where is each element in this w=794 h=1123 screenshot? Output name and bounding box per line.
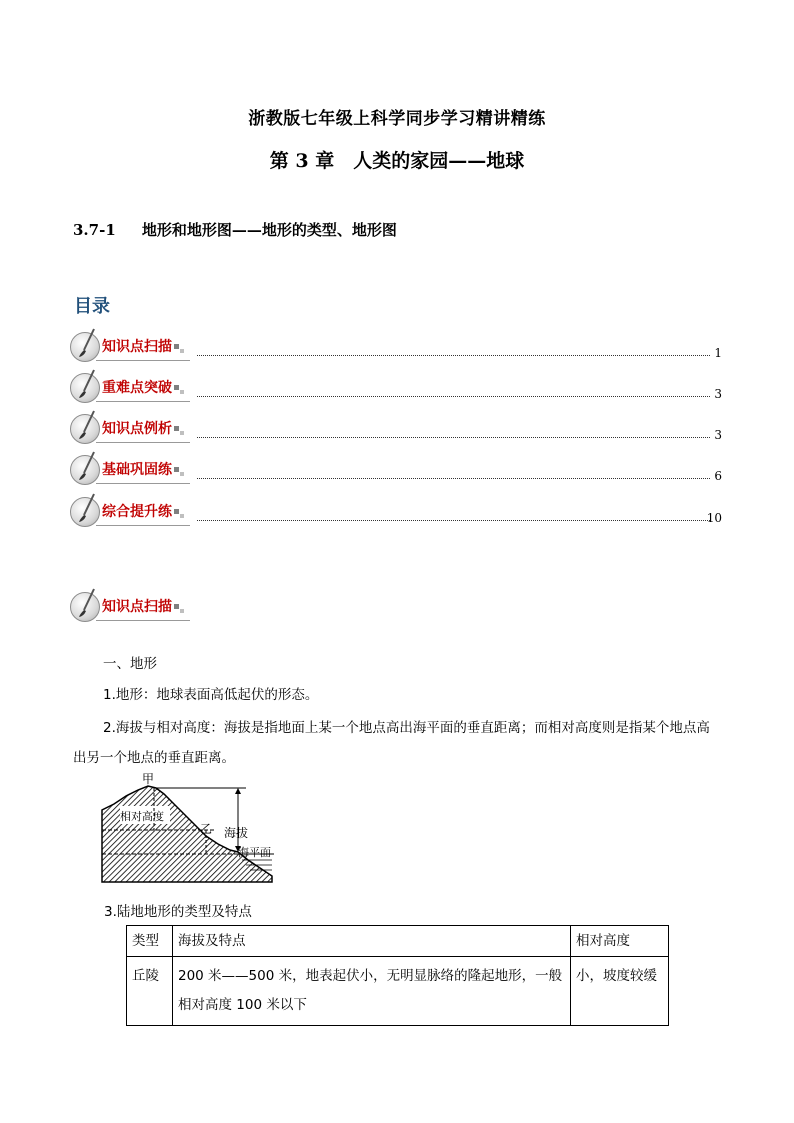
badge-underline: [96, 525, 190, 526]
deco-square: [180, 431, 184, 435]
leader-dots: [197, 437, 710, 438]
brush-badge: [70, 453, 195, 487]
toc-entry-label: 知识点例析: [102, 421, 172, 437]
chapter-title: 第 3 章 人类的家园——地球: [269, 150, 525, 172]
brush-badge: [70, 495, 195, 529]
toc-page-number: 1: [714, 346, 722, 360]
table-row: [127, 957, 669, 1026]
paragraph-altitude-line1: 2.海拔与相对高度：海拔是指地面上某一个地点高出海平面的垂直距离；而相对高度则是指某个地点高: [103, 720, 710, 736]
section-heading: [73, 219, 397, 240]
brush-icon: [76, 328, 98, 358]
deco-square: [180, 390, 184, 394]
table-header-cell: 类型: [127, 926, 173, 957]
table-cell-type: 丘陵: [127, 957, 173, 1026]
deco-square: [174, 344, 179, 349]
leader-dots: [197, 478, 710, 479]
paragraph-landform: 1.地形：地球表面高低起伏的形态。: [103, 687, 319, 703]
brush-icon: [76, 369, 98, 399]
label-altitude: 海拔: [224, 826, 249, 840]
badge-underline: [96, 401, 190, 402]
toc-entry-label: 知识点扫描: [102, 339, 172, 355]
label-relative-height: 相对高度: [120, 810, 164, 823]
table-header-row: [127, 926, 669, 957]
knowledge-section-badge: [70, 590, 200, 624]
toc-page-number: 3: [714, 387, 722, 401]
brush-badge: [70, 412, 195, 446]
brush-icon: [76, 588, 98, 618]
paragraph-altitude-line2: 出另一个地点的垂直距离。: [73, 750, 235, 766]
deco-square: [180, 472, 184, 476]
toc-entry-label: 基础巩固练: [102, 462, 172, 478]
deco-square: [180, 514, 184, 518]
leader-dots: [197, 355, 710, 356]
deco-square: [174, 604, 179, 609]
toc-entry[interactable]: [70, 330, 722, 364]
brush-badge: [70, 371, 195, 405]
toc-entry[interactable]: [70, 495, 722, 529]
label-jia: 甲: [142, 772, 155, 786]
topic-heading: 一、地形: [103, 656, 157, 672]
leader-dots: [197, 396, 710, 397]
section-number: 3.7-1: [73, 221, 116, 239]
table-cell-features: 200 米——500 米，地表起伏小，无明显脉络的隆起地形，一般相对高度 100 米以下: [173, 957, 571, 1026]
deco-square: [180, 349, 184, 353]
badge-underline: [96, 620, 190, 621]
deco-square: [174, 467, 179, 472]
table-cell-relative: 小，坡度较缓: [571, 957, 669, 1026]
section-title: 地形和地形图——地形的类型、地形图: [141, 221, 397, 239]
brush-icon: [76, 410, 98, 440]
label-sea-level: 海平面: [238, 846, 271, 859]
toc-entry-label: 重难点突破: [102, 380, 172, 396]
landform-table: [126, 925, 669, 1026]
table-header-cell: 海拔及特点: [173, 926, 571, 957]
badge-underline: [96, 483, 190, 484]
table-header-cell: 相对高度: [571, 926, 669, 957]
deco-square: [174, 509, 179, 514]
badge-underline: [96, 360, 190, 361]
toc-entry[interactable]: [70, 453, 722, 487]
label-yi: 乙: [200, 822, 213, 836]
brush-icon: [76, 451, 98, 481]
deco-square: [174, 426, 179, 431]
altitude-diagram: [96, 770, 276, 886]
deco-square: [174, 385, 179, 390]
toc-page-number: 3: [714, 428, 722, 442]
brush-badge: [70, 590, 195, 624]
document-title: 浙教版七年级上科学同步学习精讲精练: [248, 109, 546, 129]
badge-underline: [96, 442, 190, 443]
toc-page-number: 10: [706, 511, 722, 525]
toc-entry[interactable]: [70, 412, 722, 446]
deco-square: [180, 609, 184, 613]
arrowhead: [235, 788, 241, 794]
toc-page-number: 6: [714, 469, 722, 483]
paragraph-land-types: 3.陆地地形的类型及特点: [104, 904, 252, 920]
toc-entry[interactable]: [70, 371, 722, 405]
toc-heading: 目录: [74, 296, 110, 317]
badge-label: 知识点扫描: [102, 599, 172, 615]
brush-badge: [70, 330, 195, 364]
brush-icon: [76, 493, 98, 523]
leader-dots: [197, 520, 710, 521]
toc-entry-label: 综合提升练: [102, 504, 172, 520]
